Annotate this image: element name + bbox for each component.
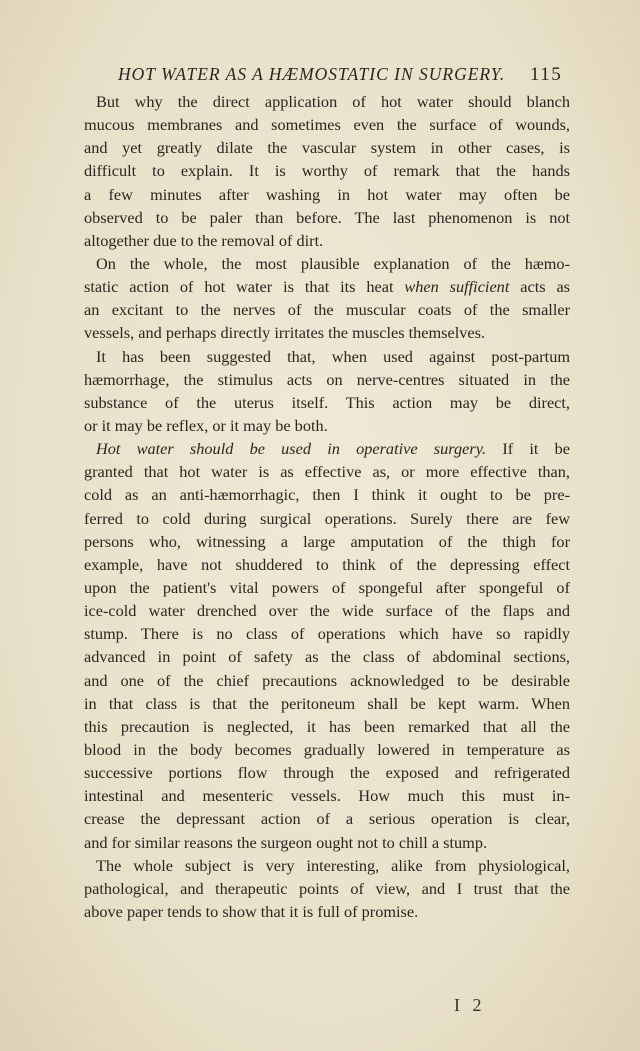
text-line: ice-cold water drenched over the wide surface of the flaps and	[84, 601, 570, 621]
body-text	[84, 90, 570, 923]
text-line: or it may be reflex, or it may be both.	[84, 415, 328, 435]
text-line: stump. There is no class of operations which have so rapidly	[84, 624, 570, 644]
text-line	[84, 275, 570, 298]
text-line: this precaution is neglected, it has been remarked that all the	[84, 716, 570, 736]
italic-phrase: Hot water should be used in operative surgery.	[96, 439, 487, 459]
text-line: ferred to cold during surgical operations. Surely there are few	[84, 508, 570, 528]
text-line: and yet greatly dilate the vascular system in other cases, is	[84, 138, 570, 158]
text-line: granted that hot water is as effective as, or more effective than,	[84, 462, 570, 482]
text-line: an excitant to the nerves of the muscular coats of the smaller	[84, 300, 570, 320]
text-segment: acts as	[509, 277, 570, 297]
text-line: intestinal and mesenteric vessels. How much this must in-	[84, 786, 570, 806]
text-line	[84, 437, 570, 460]
page-number: 115	[530, 64, 563, 85]
signature-mark: I 2	[454, 995, 486, 1015]
text-line: The whole subject is very interesting, alike from physiological,	[96, 855, 570, 875]
text-line: a few minutes after washing in hot water may often be	[84, 184, 570, 204]
text-line: altogether due to the removal of dirt.	[84, 230, 324, 250]
text-segment: static action of hot water is that its heat	[84, 277, 405, 297]
text-line: advanced in point of safety as the class of abdominal sections,	[84, 647, 570, 667]
text-line: cold as an anti-hæmorrhagic, then I think it ought to be pre-	[84, 485, 570, 505]
text-line: persons who, witnessing a large amputation of the thigh for	[84, 531, 570, 551]
text-line: mucous membranes and sometimes even the surface of wounds,	[84, 115, 570, 135]
text-line: hæmorrhage, the stimulus acts on nerve-centres situated in the	[84, 369, 570, 389]
text-line: above paper tends to show that it is full of promise.	[84, 901, 419, 921]
text-line: blood in the body becomes gradually lowered in temperature as	[84, 739, 570, 759]
text-line: in that class is that the peritoneum shall be kept warm. When	[84, 693, 570, 713]
italic-phrase: when sufficient	[404, 277, 510, 297]
running-title: HOT WATER AS A HÆMOSTATIC IN SURGERY.	[118, 64, 506, 84]
text-line: successive portions flow through the exposed and refrigerated	[84, 763, 570, 783]
text-line: crease the depressant action of a serious operation is clear,	[84, 809, 570, 829]
text-line: example, have not shuddered to think of the depressing effect	[84, 554, 570, 574]
text-line: vessels, and perhaps directly irritates the muscles themselves.	[84, 323, 486, 343]
text-line: substance of the uterus itself. This action may be direct,	[84, 392, 570, 412]
text-line: upon the patient's vital powers of spongeful after spongeful of	[84, 577, 570, 597]
text-line: observed to be paler than before. The last phenomenon is not	[84, 207, 570, 227]
text-line: pathological, and therapeutic points of view, and I trust that the	[84, 878, 570, 898]
text-line: difficult to explain. It is worthy of remark that the hands	[84, 161, 570, 181]
text-line: On the whole, the most plausible explanation of the hæmo-	[96, 253, 570, 273]
text-line: and one of the chief precautions acknowledged to be desirable	[84, 670, 570, 690]
text-line: But why the direct application of hot water should blanch	[96, 92, 570, 111]
text-line: and for similar reasons the surgeon ought not to chill a stump.	[84, 832, 488, 852]
text-segment: If it be	[486, 439, 570, 459]
text-line: It has been suggested that, when used against post-partum	[96, 346, 570, 366]
